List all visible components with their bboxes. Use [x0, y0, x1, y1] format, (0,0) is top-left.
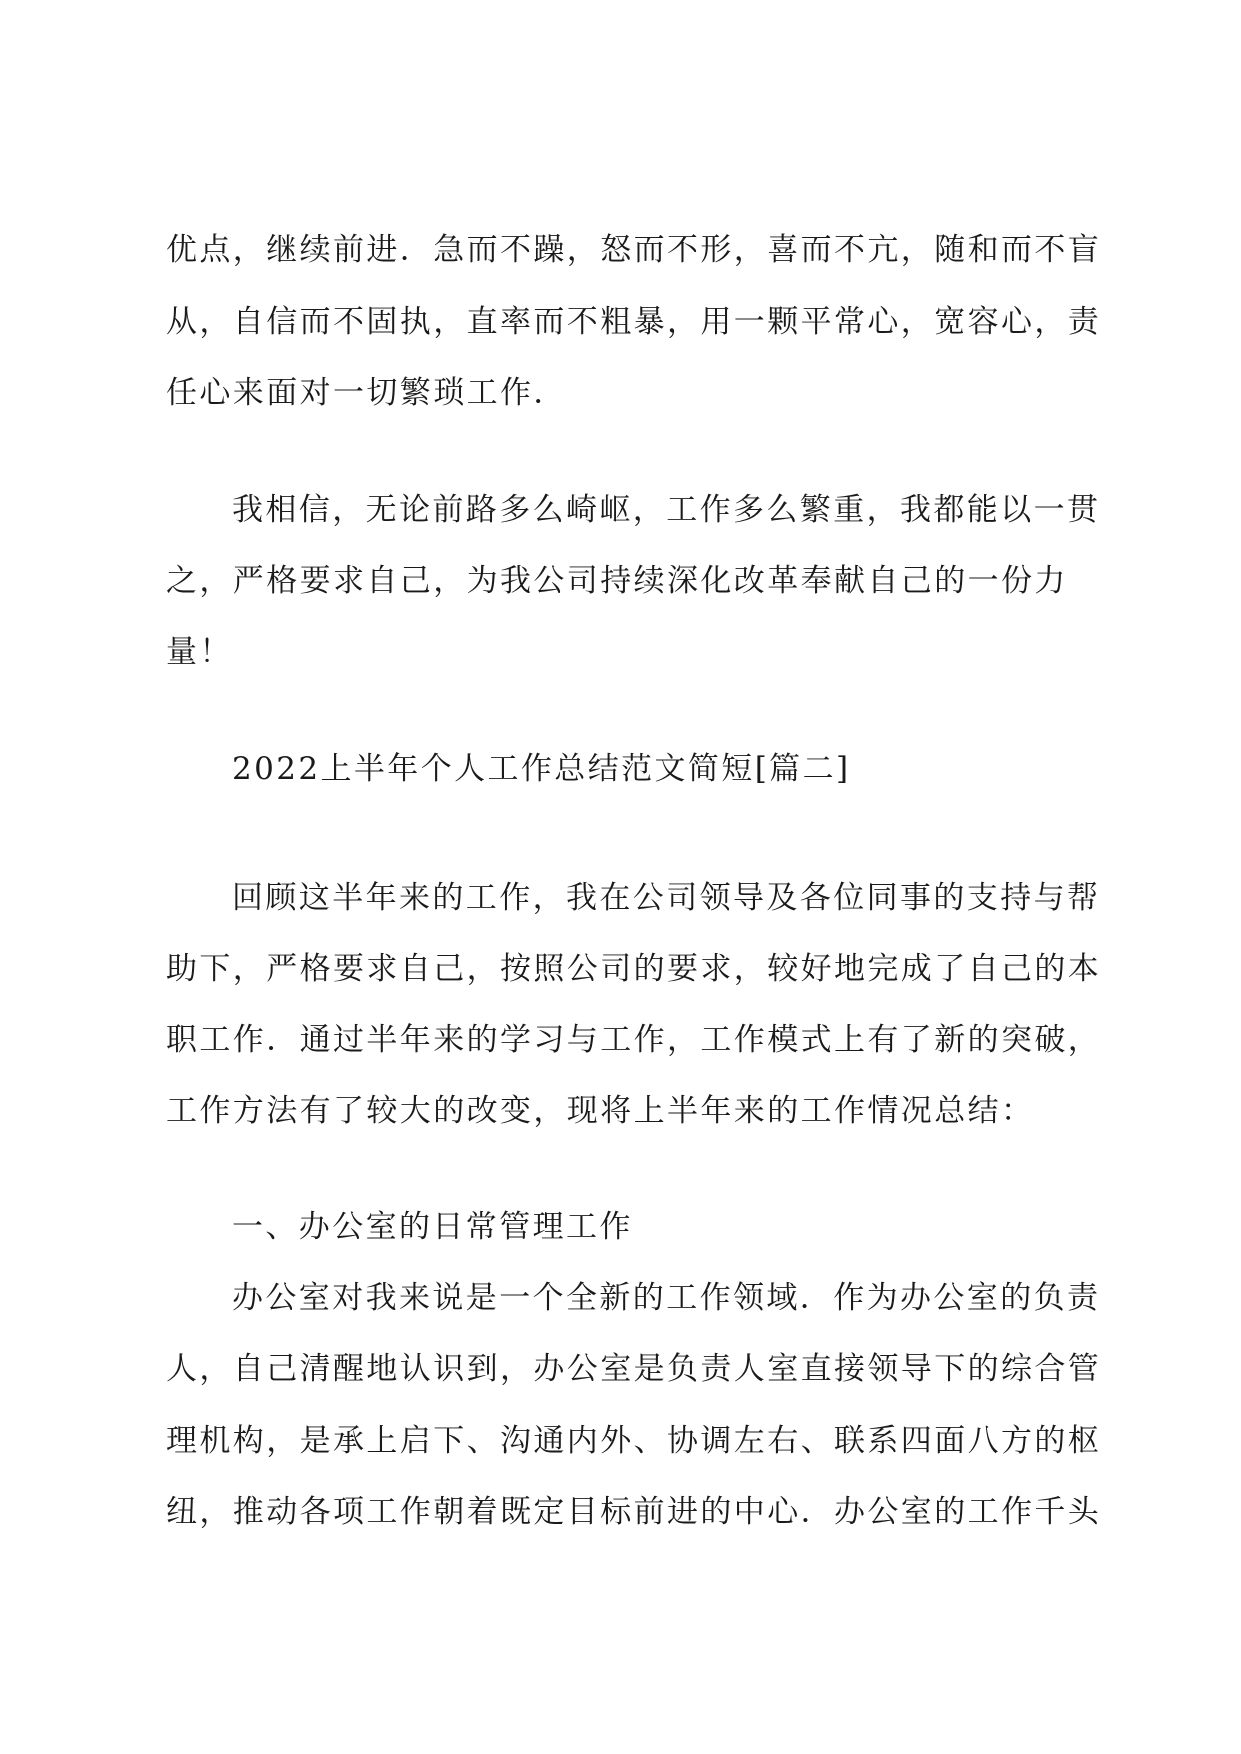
paragraph-line: 之，严格要求自己，为我公司持续深化改革奉献自己的一份力	[166, 563, 1068, 599]
paragraph-line: 助下，严格要求自己，按照公司的要求，较好地完成了自己的本	[166, 951, 1102, 987]
paragraph-line: 量！	[166, 634, 233, 670]
paragraph-line: 纽，推动各项工作朝着既定目标前进的中心．办公室的工作千头	[166, 1494, 1102, 1530]
section-heading: 2022上半年个人工作总结范文简短[篇二]	[232, 751, 851, 787]
paragraph-line: 从，自信而不固执，直率而不粗暴，用一颗平常心，宽容心，责	[166, 304, 1102, 340]
paragraph-line: 职工作．通过半年来的学习与工作，工作模式上有了新的突破，	[166, 1022, 1102, 1058]
paragraph-line: 回顾这半年来的工作，我在公司领导及各位同事的支持与帮	[232, 880, 1101, 916]
paragraph-line: 理机构，是承上启下、沟通内外、协调左右、联系四面八方的枢	[166, 1423, 1102, 1459]
paragraph-line: 人，自己清醒地认识到，办公室是负责人室直接领导下的综合管	[166, 1351, 1102, 1387]
subsection-heading: 一、办公室的日常管理工作	[232, 1209, 633, 1245]
paragraph-line: 我相信，无论前路多么崎岖，工作多么繁重，我都能以一贯	[232, 492, 1101, 528]
paragraph-line: 办公室对我来说是一个全新的工作领域．作为办公室的负责	[232, 1280, 1101, 1316]
paragraph-line: 工作方法有了较大的改变，现将上半年来的工作情况总结：	[166, 1093, 1035, 1129]
paragraph-line: 任心来面对一切繁琐工作．	[166, 375, 567, 411]
paragraph-line: 优点，继续前进．急而不躁，怒而不形，喜而不亢，随和而不盲	[166, 232, 1102, 268]
